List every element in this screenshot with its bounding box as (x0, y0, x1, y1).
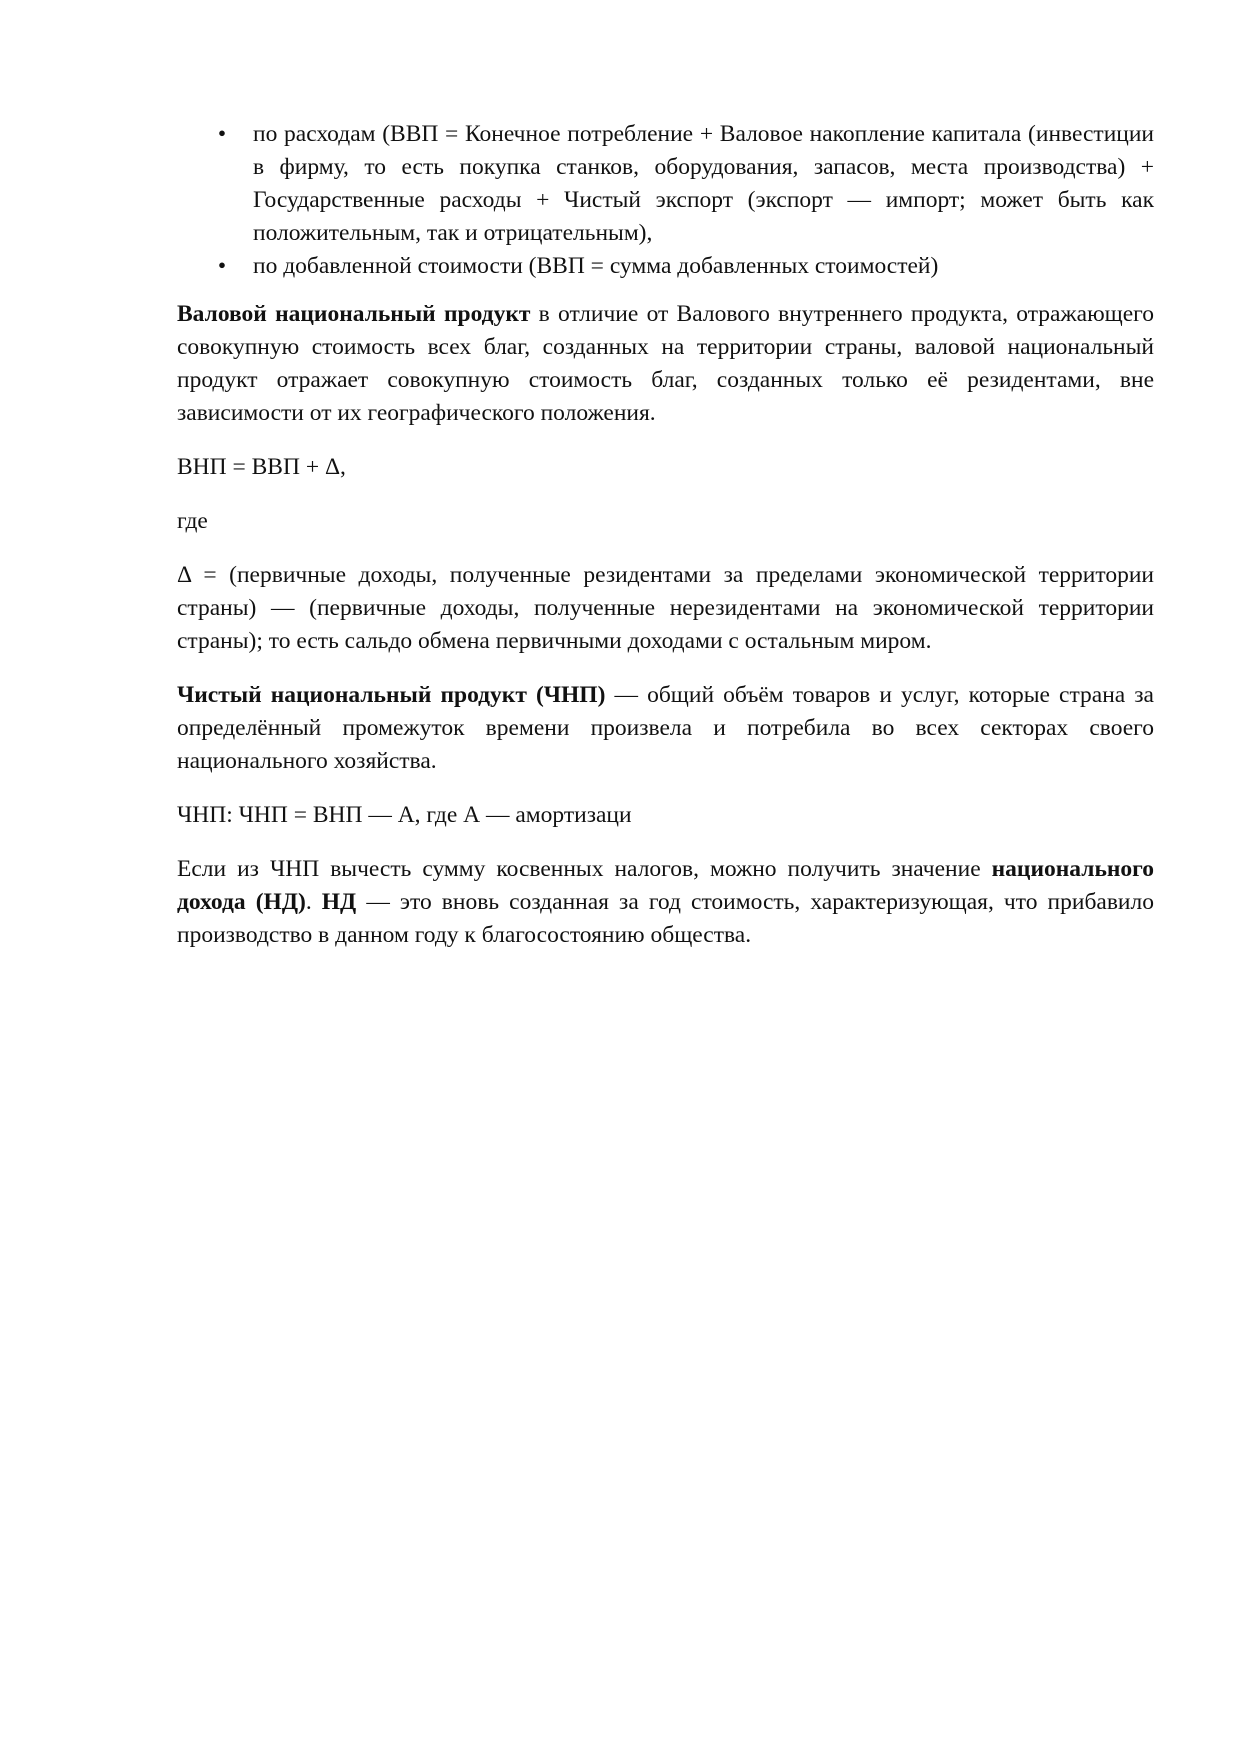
nnp-formula: ЧНП: ЧНП = ВНП — А, где А — амортизаци (177, 802, 632, 828)
where-label: где (177, 508, 208, 534)
list-item (177, 118, 1154, 250)
nnp-term: Чистый национальный продукт (ЧНП) (177, 682, 606, 708)
national-income-paragraph (177, 853, 1154, 952)
ni-abbreviation-term: НД (321, 889, 357, 915)
bullet-marker: • (217, 121, 227, 147)
national-income-term: национального дохода (НД) (177, 856, 1154, 915)
national-income-text: . (305, 889, 322, 915)
list-item-text: по добавленной стоимости (ВВП = сумма добавленных стоимостей) (253, 253, 939, 279)
page-content (177, 118, 1154, 973)
delta-definition-paragraph: Δ = (первичные доходы, полученные резидентами за пределами экономической территории страны) — (первичные доходы, полученные нерезидентами на экономической территории страны); то есть сальдо обмена первичными доходами с остальным миром. (177, 562, 1154, 654)
gdp-methods-list (177, 118, 1154, 283)
gnp-definition-paragraph (177, 298, 1154, 430)
gnp-formula: ВНП = ВВП + Δ, (177, 454, 346, 480)
gnp-definition-text: в отличие от Валового внутреннего продукта, отражающего совокупную стоимость всех благ, созданных на территории страны, валовой национальный продукт отражает совокупную стоимость благ, созданных только её резидентами, вне зависимости от их географического положения. (177, 301, 1154, 426)
gnp-term: Валовой национальный продукт (177, 301, 531, 327)
bullet-marker: • (217, 253, 227, 279)
national-income-text: — это вновь созданная за год стоимость, характеризующая, что прибавило производство в данном году к благосостоянию общества. (177, 889, 1154, 948)
list-item-text: по расходам (ВВП = Конечное потребление + Валовое накопление капитала (инвестиции в фирму, то есть покупка станков, оборудования, запасов, места производства) + Государственные расходы + Чистый экспорт (экспорт — импорт; может быть как положительным, так и отрицательным), (253, 121, 1154, 246)
list-item (177, 250, 1154, 283)
national-income-text: Если из ЧНП вычесть сумму косвенных налогов, можно получить значение (177, 856, 992, 882)
nnp-definition-text: — общий объём товаров и услуг, которые страна за определённый промежуток времени произвела и потребила во всех секторах своего национального хозяйства. (177, 682, 1154, 774)
nnp-definition-paragraph (177, 679, 1154, 778)
